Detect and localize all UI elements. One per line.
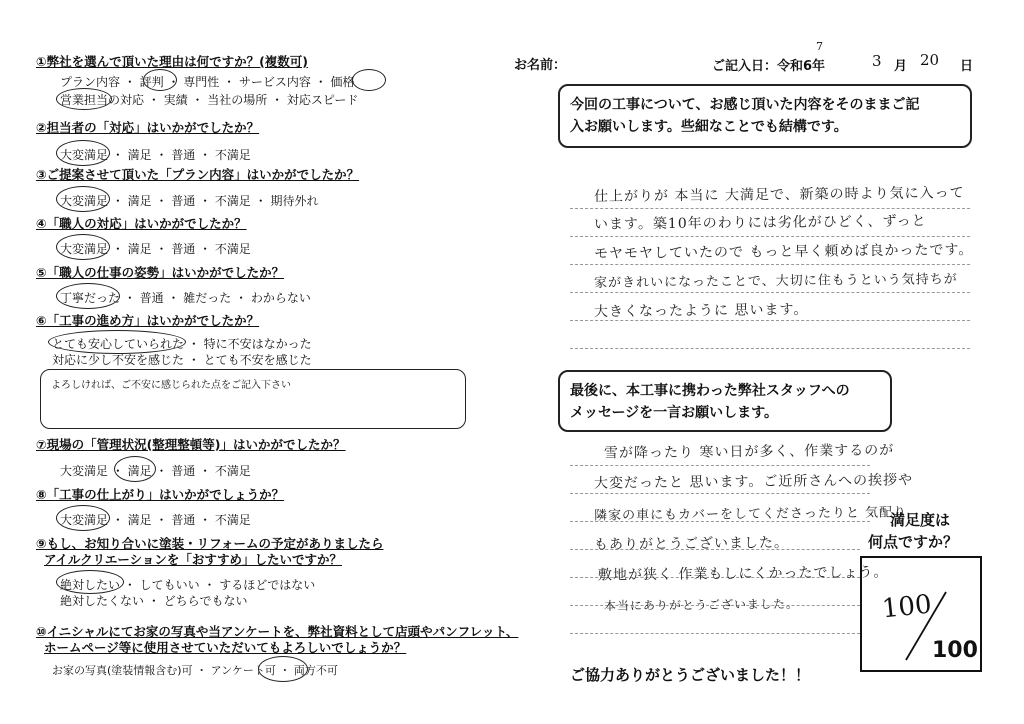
date-day: 20 — [920, 51, 940, 69]
question-6: ⑥「工事の進め方」はいかがでしたか？ — [36, 313, 260, 328]
comment-hand-line2: います。築10年のわりには劣化がひどく、ずっと — [593, 213, 927, 233]
question-10-options: お家の写真(塗装情報含む)可 ・ アンケート可 ・ 両方不可 — [52, 664, 338, 677]
score-hand-value: 100 — [880, 589, 934, 625]
message-hand-line3: 隣家の車にもカバーをしてくださったりと 気配り — [593, 505, 908, 524]
footer-thanks: ご協力ありがとうございました！！ — [570, 666, 811, 684]
comment-hand-line3: モヤモヤしていたので もっと早く頼めば良かったです。 — [593, 242, 974, 262]
question-8: ⑧「工事の仕上がり」はいかがでしょうか？ — [36, 487, 285, 502]
answer-mark-q7 — [114, 456, 156, 482]
date-label: ご記入日：令和6年 — [712, 59, 826, 74]
answer-mark-q3 — [56, 186, 110, 212]
score-label-line1: 満足度は — [890, 511, 951, 529]
message-prompt-line1: 最後に、本工事に携わった弊社スタッフへの — [570, 383, 850, 399]
question-2: ②担当者の「対応」はいかがでしたか？ — [36, 120, 260, 135]
question-9: ⑨もし、お知り合いに塗装・リフォームの予定がありましたら — [36, 536, 384, 551]
answer-mark-sales — [56, 88, 112, 110]
comment-hand-line1: 仕上がりが 本当に 大満足で、新築の時より気に入って — [593, 185, 965, 205]
question-6-options-row2: 対応に少し不安を感じた ・ とても不安を感じた — [52, 353, 312, 367]
answer-mark-q6 — [48, 330, 186, 354]
comment-prompt-line2: 入お願いします。些細なことでも結構です。 — [570, 119, 848, 135]
answer-mark-q8 — [56, 505, 110, 531]
question-10: ⑩イニシャルにてお家の写真や当アンケートを、弊社資料として店頭やパンフレット、 — [36, 624, 519, 639]
question-2-options: 大変満足 ・ 満足 ・ 普通 ・ 不満足 — [60, 148, 251, 162]
answer-mark-q2 — [56, 140, 110, 166]
question-7-options: 大変満足 ・ 満足 ・ 普通 ・ 不満足 — [60, 464, 251, 478]
comment-prompt-box — [558, 84, 972, 148]
question-3-options: 大変満足 ・ 満足 ・ 普通 ・ 不満足 ・ 期待外れ — [60, 194, 319, 208]
message-prompt-line2: メッセージを一言お願いします。 — [570, 405, 779, 421]
answer-mark-q4 — [56, 234, 110, 260]
question-9-line2: アイルクリエーションを「おすすめ」したいですか？ — [44, 552, 343, 567]
answer-mark-price — [352, 69, 386, 91]
comment-prompt-line1: 今回の工事について、お感じ頂いた内容をそのままご記 — [570, 97, 920, 113]
answer-mark-q5 — [56, 283, 120, 309]
year-correction: 7 — [816, 40, 823, 53]
anxiety-comment-box — [40, 369, 466, 429]
message-prompt-box — [558, 370, 892, 432]
day-label: 日 — [960, 59, 974, 74]
comment-hand-line4: 家がきれいになったことで、大切に住もうという気持ちが — [593, 272, 958, 291]
question-1-options-row1: プラン内容 ・ 評判 ・ 専門性 ・ サービス内容 ・ 価格 — [60, 75, 355, 89]
answer-mark-reputation — [143, 69, 177, 91]
score-max: 100 — [932, 638, 978, 663]
message-hand-line2: 大変だったと 思います。ご近所さんへの挨拶や — [593, 472, 914, 492]
score-label-line2: 何点ですか？ — [868, 533, 959, 551]
score-box — [860, 556, 982, 672]
message-hand-line5: 敷地が狭く 作業もしにくかったでしょう。 — [597, 564, 889, 584]
month-label: 月 — [894, 59, 908, 74]
message-hand-line6: 本当にありがとうございました。 — [603, 596, 800, 614]
question-4: ④「職人の対応」はいかがでしたか？ — [36, 216, 247, 231]
comment-hand-line5: 大きくなったように 思います。 — [593, 301, 809, 321]
question-5-options: 丁寧だった ・ 普通 ・ 雑だった ・ わからない — [60, 291, 311, 305]
question-1-options-row2: 営業担当の対応 ・ 実績 ・ 当社の場所 ・ 対応スピード — [60, 93, 359, 107]
question-1: ①弊社を選んで頂いた理由は何ですか？(複数可) — [36, 54, 309, 69]
question-5: ⑤「職人の仕事の姿勢」はいかがでしたか？ — [36, 265, 285, 280]
question-6-options-row1: とても安心していられた ・ 特に不安はなかった — [52, 337, 312, 351]
question-3: ③ご提案させて頂いた「プラン内容」はいかがでしたか？ — [36, 167, 360, 182]
question-7: ⑦現場の「管理状況(整理整頓等)」はいかがでしたか？ — [36, 437, 346, 452]
message-hand-line1: 雪が降ったり 寒い日が多く、作業するのが — [603, 442, 895, 462]
question-10-line2: ホームページ等に使用させていただいてもよろしいでしょうか？ — [44, 640, 407, 655]
question-8-options: 大変満足 ・ 満足 ・ 普通 ・ 不満足 — [60, 513, 251, 527]
answer-mark-q10 — [258, 656, 308, 682]
message-hand-line4: もありがとうございました。 — [593, 534, 790, 554]
question-4-options: 大変満足 ・ 満足 ・ 普通 ・ 不満足 — [60, 242, 251, 256]
name-label: お名前： — [514, 58, 567, 73]
question-9-options-row2: 絶対したくない ・ どちらでもない — [60, 594, 248, 608]
date-month: 3 — [872, 52, 882, 70]
answer-mark-q9 — [56, 570, 124, 594]
anxiety-box-prompt: よろしければ、ご不安に感じられた点をご記入下さい — [51, 380, 291, 391]
question-9-options-row1: 絶対したい ・ してもいい ・ するほどではない — [60, 578, 316, 592]
